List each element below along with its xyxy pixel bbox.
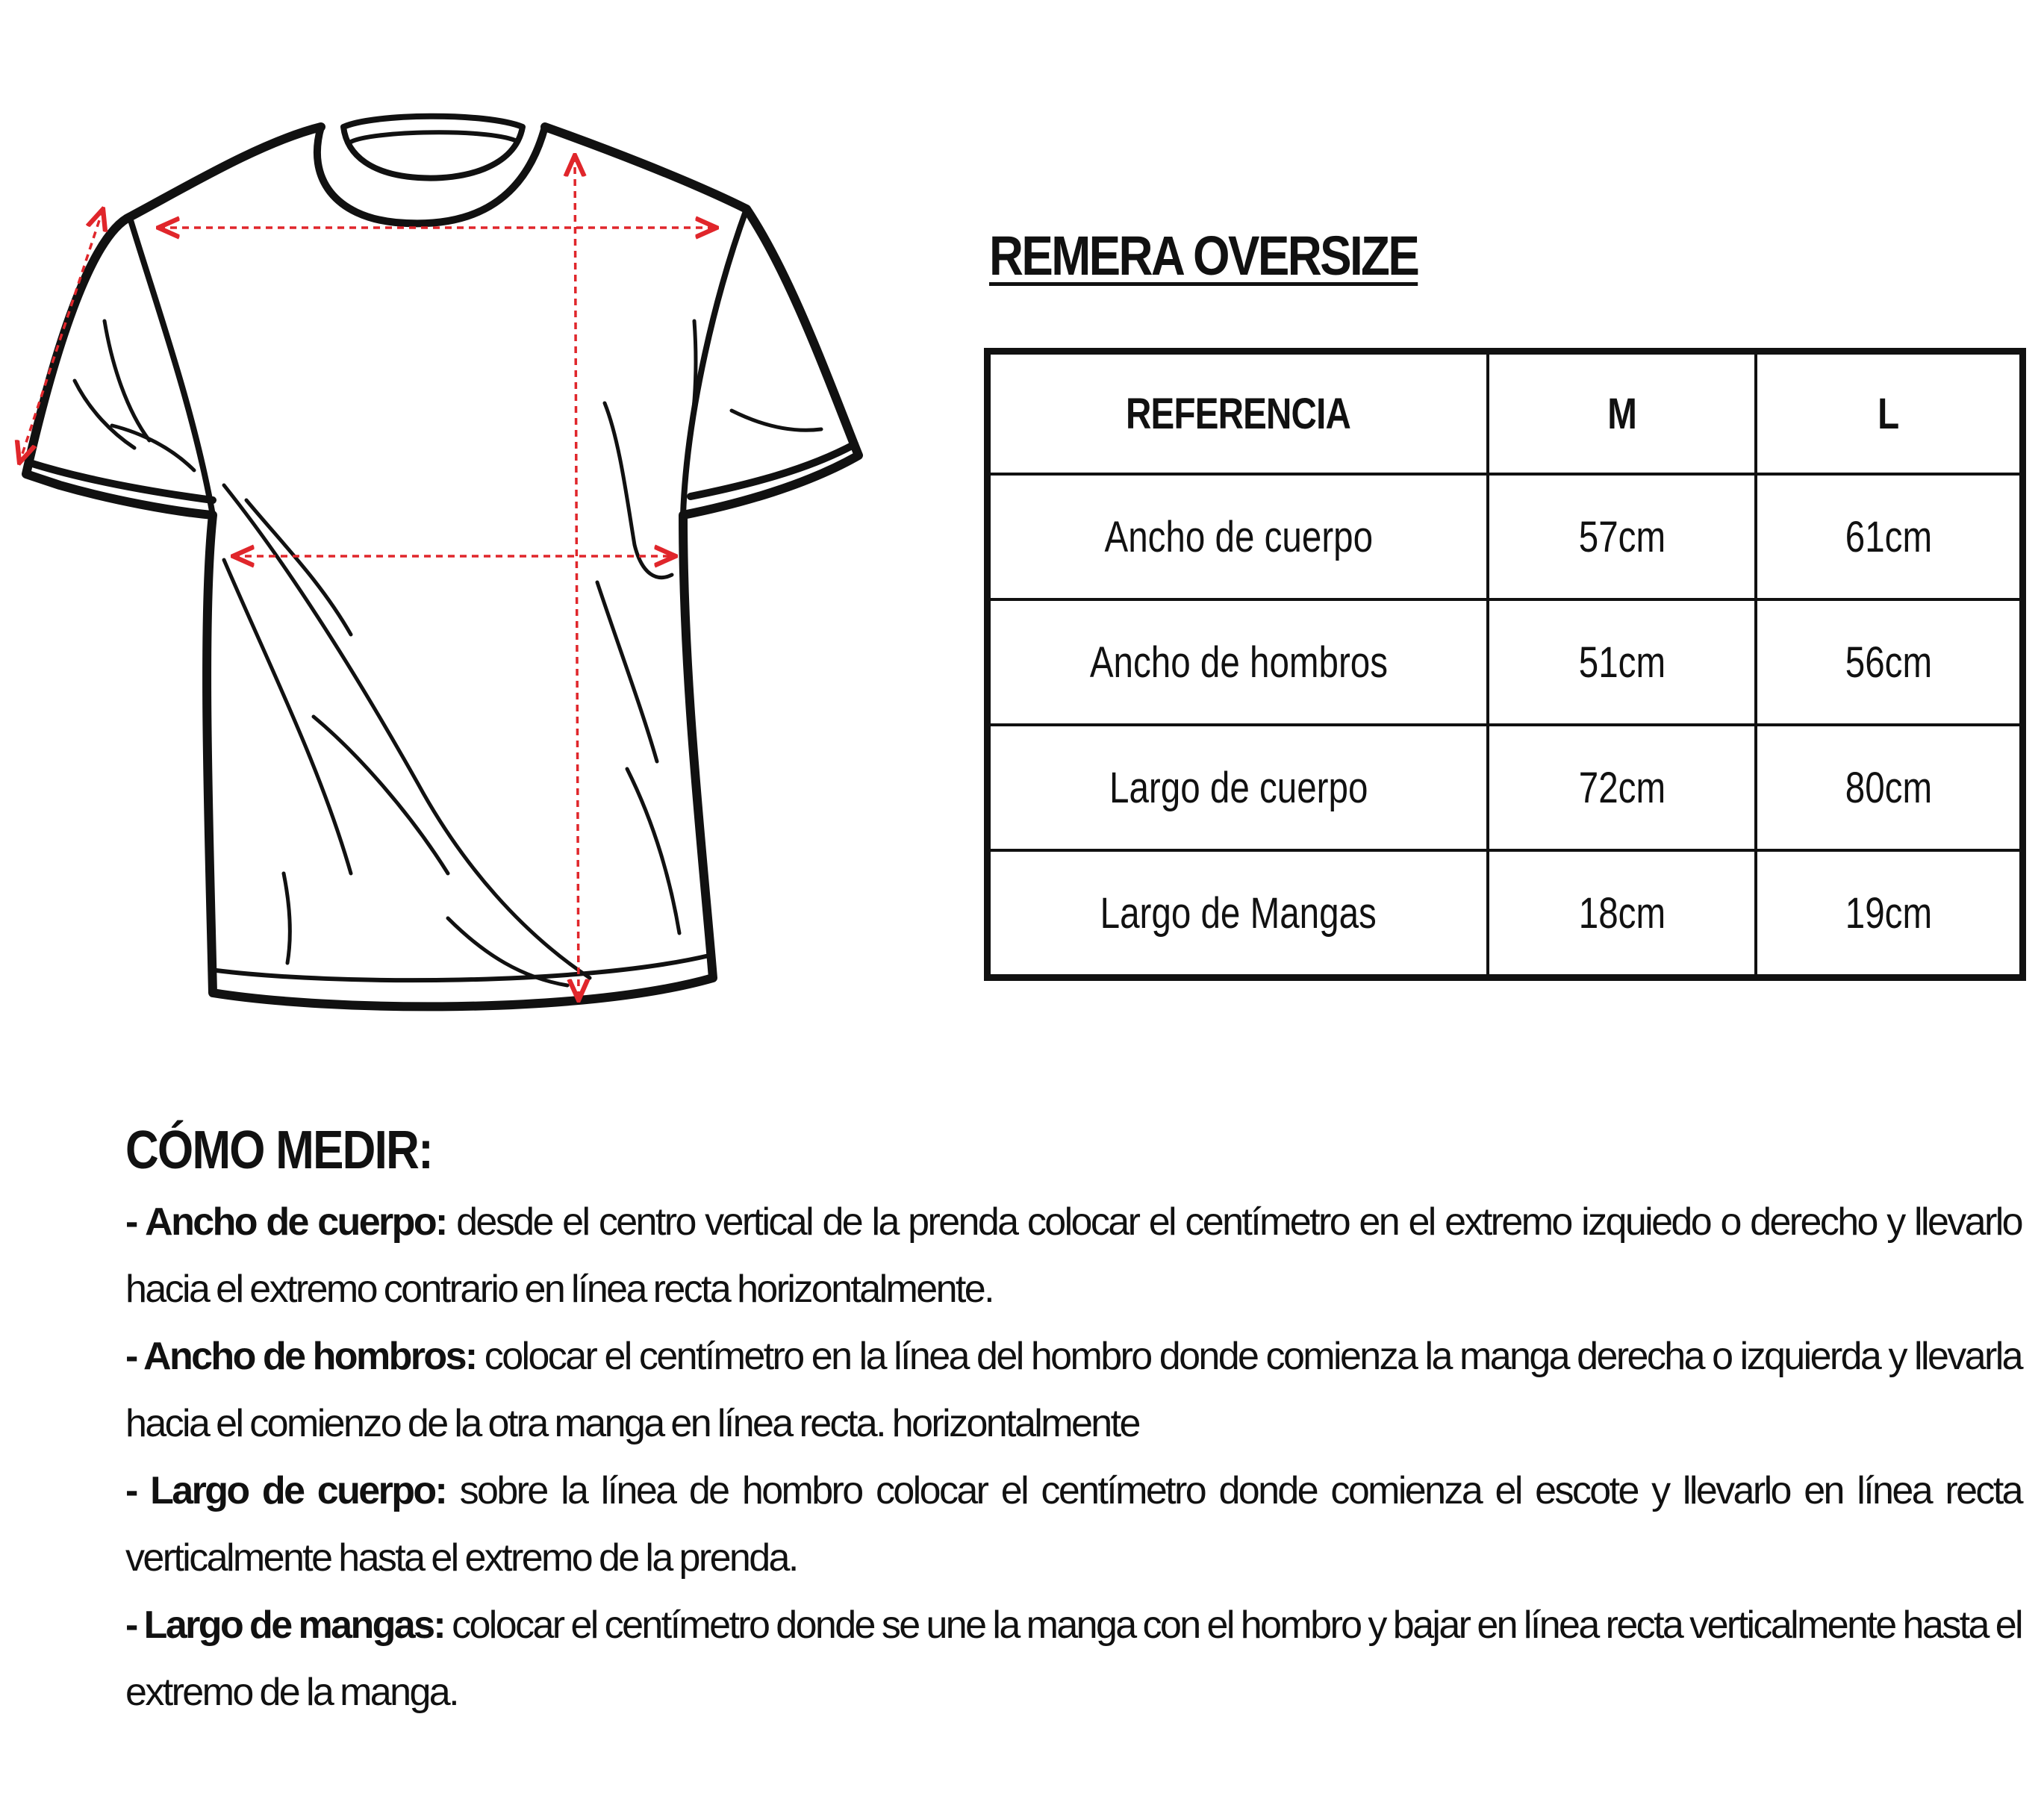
page-title: REMERA OVERSIZE (989, 225, 1418, 287)
collar-inner (343, 116, 523, 178)
value-m: 18cm (1488, 850, 1756, 978)
instruction-label: - Ancho de hombros: (125, 1335, 476, 1378)
value-m: 57cm (1488, 474, 1756, 599)
table-row (988, 725, 2023, 850)
row-label: Ancho de hombros (988, 599, 1489, 725)
value-l: 19cm (1756, 850, 2023, 978)
table-row (988, 599, 2023, 725)
value-l: 80cm (1756, 725, 2023, 850)
header-size-l: L (1756, 352, 2023, 475)
row-label: Ancho de cuerpo (988, 474, 1489, 599)
size-table (984, 348, 2026, 981)
value-m: 51cm (1488, 599, 1756, 725)
table-row (988, 850, 2023, 978)
shirt-outline (26, 127, 859, 1006)
value-m: 72cm (1488, 725, 1756, 850)
header-size-m: M (1488, 352, 1756, 475)
how-to-measure-title: CÓMO MEDIR: (125, 1121, 433, 1180)
bottom-hem (216, 956, 709, 980)
how-to-measure-section (125, 1120, 2022, 1726)
instruction-text: colocar el centímetro en la línea del hombro donde comienza la manga derecha o izquierda y llevarla hacia el comienzo de la otra manga en línea recta. horizontalmente (125, 1335, 2022, 1445)
body-length-guide (575, 155, 579, 1000)
tshirt-illustration (0, 97, 888, 1030)
table-header-row (988, 352, 2023, 475)
value-l: 61cm (1756, 474, 2023, 599)
value-l: 56cm (1756, 599, 2023, 725)
header-reference: REFERENCIA (988, 352, 1489, 475)
instruction-text: colocar el centímetro donde se une la manga con el hombro y bajar en línea recta verticalmente hasta el extremo de la manga. (125, 1603, 2022, 1714)
row-label: Largo de cuerpo (988, 725, 1489, 850)
instruction-shoulder-width (125, 1323, 2022, 1457)
instruction-text: sobre la línea de hombro colocar el centímetro donde comienza el escote y llevarlo en línea recta verticalmente hasta el extremo de la prenda. (125, 1469, 2022, 1580)
instruction-label: - Ancho de cuerpo: (125, 1200, 446, 1244)
instruction-text: desde el centro vertical de la prenda colocar el centímetro en el extremo izquiedo o derecho y llevarlo hacia el extremo contrario en línea recta horizontalmente. (125, 1200, 2022, 1311)
instruction-label: - Largo de mangas: (125, 1603, 445, 1647)
row-label: Largo de Mangas (988, 850, 1489, 978)
instruction-label: - Largo de cuerpo: (125, 1469, 446, 1512)
instruction-body-length (125, 1457, 2022, 1592)
sleeve-length-guide (19, 209, 103, 463)
instruction-sleeve-length (125, 1592, 2022, 1726)
table-row (988, 474, 2023, 599)
instruction-body-width (125, 1188, 2022, 1323)
